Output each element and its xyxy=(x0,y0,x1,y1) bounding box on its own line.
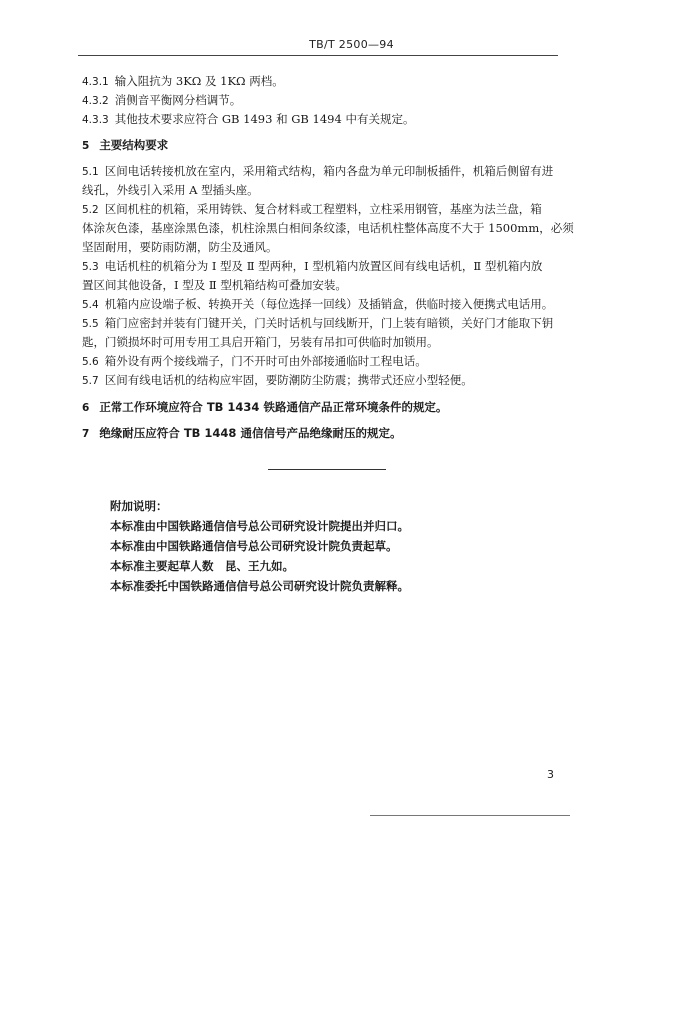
clause-4-3-1 xyxy=(82,72,552,92)
clause-5-3-line-1 xyxy=(82,257,552,277)
clause-number: 4.3.3 xyxy=(82,114,109,126)
section-title: 主要结构要求 xyxy=(99,138,169,152)
section-text: 正常工作环境应符合 TB 1434 铁路通信产品正常环境条件的规定。 xyxy=(99,400,448,414)
clause-text: 箱门应密封并装有门键开关，门关时话机与回线断开，门上装有暗锁，关好门才能取下钥 xyxy=(104,316,554,330)
note-line: 本标准委托中国铁路通信信号总公司研究设计院负责解释。 xyxy=(110,579,409,593)
clause-number: 4.3.2 xyxy=(82,95,109,107)
section-7 xyxy=(82,424,552,444)
section-divider xyxy=(268,469,386,470)
header-rule xyxy=(78,55,558,56)
clause-5-1-line-2: 线孔，外线引入采用 A 型插头座。 xyxy=(82,183,259,197)
clause-number: 5.7 xyxy=(82,375,99,387)
section-number: 5 xyxy=(82,140,90,152)
clause-number: 5.1 xyxy=(82,166,99,178)
clause-5-2-line-3: 坚固耐用，要防雨防潮，防尘及通风。 xyxy=(82,240,278,254)
clause-number: 5.2 xyxy=(82,204,99,216)
clause-5-1-line-1 xyxy=(82,162,552,182)
clause-number: 4.3.1 xyxy=(82,76,109,88)
clause-number: 5.4 xyxy=(82,299,99,311)
clause-5-5-line-2: 匙，门锁损坏时可用专用工具启开箱门，另装有吊扣可供临时加锁用。 xyxy=(82,335,439,349)
clause-text: 箱外设有两个接线端子，门不开时可由外部接通临时工程电话。 xyxy=(104,354,427,368)
clause-text: 消侧音平衡网分档调节。 xyxy=(114,93,242,107)
note-line: 本标准由中国铁路通信信号总公司研究设计院负责起草。 xyxy=(110,539,398,553)
clause-number: 5.3 xyxy=(82,261,99,273)
clause-text: 其他技术要求应符合 GB 1493 和 GB 1494 中有关规定。 xyxy=(114,112,415,126)
clause-number: 5.6 xyxy=(82,356,99,368)
clause-4-3-2 xyxy=(82,91,552,111)
section-number: 6 xyxy=(82,402,90,414)
note-line: 本标准主要起草人数 昆、王九如。 xyxy=(110,559,294,573)
clause-text: 区间电话转接机放在室内，采用箱式结构，箱内各盘为单元印制板插件，机箱后侧留有进 xyxy=(104,164,554,178)
clause-5-2-line-1 xyxy=(82,200,552,220)
clause-4-3-3 xyxy=(82,110,552,130)
clause-5-2-line-2: 体涂灰色漆，基座涂黑色漆，机柱涂黑白相间条纹漆，电话机柱整体高度不大于 1500mm，必须 xyxy=(82,221,574,235)
clause-5-4 xyxy=(82,295,552,315)
clause-5-3-line-2: 置区间其他设备，I 型及 Ⅱ 型机箱结构可叠加安装。 xyxy=(82,278,347,292)
footer-rule xyxy=(370,815,570,816)
section-5-heading xyxy=(82,136,552,156)
clause-text: 区间有线电话机的结构应牢固，要防潮防尘防震；携带式还应小型轻便。 xyxy=(104,373,473,387)
clause-text: 区间机柱的机箱，采用铸铁、复合材料或工程塑料，立柱采用钢管，基座为法兰盘，箱 xyxy=(104,202,542,216)
notes-title: 附加说明： xyxy=(110,499,168,513)
clause-5-7 xyxy=(82,371,552,391)
clause-text: 电话机柱的机箱分为 I 型及 Ⅱ 型两种，I 型机箱内放置区间有线电话机，Ⅱ 型机箱内放 xyxy=(104,259,543,273)
section-6 xyxy=(82,398,552,418)
clause-5-5-line-1 xyxy=(82,314,552,334)
clause-5-6 xyxy=(82,352,552,372)
page-number: 3 xyxy=(547,768,554,781)
standard-code-header: TB/T 2500—94 xyxy=(309,38,394,51)
section-text: 绝缘耐压应符合 TB 1448 通信信号产品绝缘耐压的规定。 xyxy=(99,426,402,440)
clause-number: 5.5 xyxy=(82,318,99,330)
clause-text: 机箱内应设端子板、转换开关（每位选择一回线）及插销盒，供临时接入便携式电话用。 xyxy=(104,297,554,311)
section-number: 7 xyxy=(82,428,90,440)
clause-text: 输入阻抗为 3KΩ 及 1KΩ 两档。 xyxy=(114,74,284,88)
note-line: 本标准由中国铁路通信信号总公司研究设计院提出并归口。 xyxy=(110,519,409,533)
